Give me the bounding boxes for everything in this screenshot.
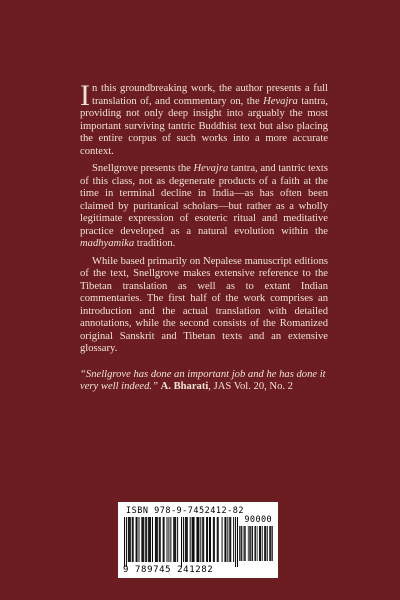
barcode-bar xyxy=(136,517,137,562)
blurb-text xyxy=(80,79,328,394)
barcode-bar xyxy=(196,517,197,562)
barcode-bar xyxy=(209,517,210,562)
barcode-bar xyxy=(207,517,208,562)
drop-cap: I xyxy=(80,79,90,112)
barcode-bar xyxy=(193,517,194,562)
barcode-bar xyxy=(164,517,165,562)
barcode-bar xyxy=(248,526,249,561)
barcode-bar xyxy=(150,517,151,562)
barcode-bar xyxy=(230,517,231,562)
blurb-paragraph-3: While based primarily on Nepalese manuscript editions of the text, Snellgrove makes extensive reference to the Tibetan translation as well as to extant Indian commentaries. The first half of the work comprises an introduction and the actual translation with detailed annotations, while the second consists of the Romanized original Sanskrit and Tibetan texts and an extensive glossary. xyxy=(80,255,328,354)
barcode-bar xyxy=(267,526,268,561)
price-addon-digits: 90000 xyxy=(244,515,272,525)
barcode-bar xyxy=(214,517,215,562)
blurb-text-run: tradition. xyxy=(134,238,176,249)
barcode-bar xyxy=(159,517,160,562)
barcode-bar xyxy=(197,517,198,562)
barcode-bar xyxy=(173,517,174,562)
barcode-bar xyxy=(244,526,245,561)
barcode-bar xyxy=(146,517,147,562)
barcode-bar xyxy=(241,526,242,561)
barcode-bar xyxy=(181,517,182,567)
title-italic: Hevajra xyxy=(263,95,298,107)
barcode-bar xyxy=(235,517,236,567)
barcode-bar xyxy=(259,526,260,561)
barcode-bar xyxy=(266,526,267,561)
review-quote xyxy=(80,369,328,394)
barcode-bar xyxy=(168,517,169,562)
barcode-bar xyxy=(255,526,256,561)
barcode-bar xyxy=(243,526,244,561)
blurb-paragraph-2 xyxy=(80,163,328,251)
barcode-bar xyxy=(239,526,240,561)
barcode-bar xyxy=(213,517,214,562)
barcode-bar xyxy=(210,517,211,562)
barcode-bar xyxy=(203,517,204,562)
barcode-bar xyxy=(270,526,271,561)
barcode-bar xyxy=(269,526,270,561)
ean-digits: 9 789745 241282 xyxy=(123,565,214,575)
quote-text: “Snellgrove has done an important job and he has done it very well indeed.” xyxy=(80,368,326,392)
quote-source: , JAS Vol. 20, No. 2 xyxy=(208,381,293,392)
barcode-bar xyxy=(129,517,130,562)
barcode-bar xyxy=(160,517,161,562)
quote-author: A. Bharati xyxy=(160,381,209,392)
blurb-text-run: n this groundbreaking work, the author presents a full translation of, and commentary on, the xyxy=(92,83,328,107)
barcode-bar xyxy=(170,517,171,562)
barcode-bar xyxy=(141,517,142,562)
barcode-bar xyxy=(190,517,191,562)
barcode-bar xyxy=(200,517,201,562)
barcode-bar xyxy=(198,517,199,562)
barcode-bar xyxy=(245,526,246,561)
barcode-bar xyxy=(224,517,225,562)
barcode-bar xyxy=(142,517,143,562)
barcode-bar xyxy=(192,517,193,562)
blurb-paragraph-1 xyxy=(80,79,328,158)
barcode-bar xyxy=(218,517,219,562)
barcode-bar xyxy=(229,517,230,562)
barcode-bar xyxy=(177,517,178,562)
barcode-bar xyxy=(156,517,157,562)
barcode-bar xyxy=(233,517,234,562)
barcode-bar xyxy=(206,517,207,562)
barcode-bar xyxy=(202,517,203,562)
blurb-text-run: tantra, providing not only deep insight into arguably the most important surviving tantric Buddhist text but also placing the entire corpus of such works into a more accurate context. xyxy=(80,95,328,157)
barcode-bar xyxy=(157,517,158,562)
barcode-bar xyxy=(174,517,175,562)
barcode-bar xyxy=(225,517,226,562)
barcode-bar xyxy=(237,517,238,567)
barcode-bar xyxy=(143,517,144,562)
barcode-bar xyxy=(183,517,184,562)
barcode-bar xyxy=(133,517,134,562)
barcode-bar xyxy=(155,517,156,562)
barcode-bar xyxy=(152,517,153,562)
barcode-bar xyxy=(227,517,228,562)
blurb-text-run: Snellgrove presents the xyxy=(92,163,194,174)
barcode-bar xyxy=(124,517,125,567)
barcode-bar xyxy=(250,526,251,561)
barcode-bar xyxy=(252,526,253,561)
barcode-bar xyxy=(185,517,186,562)
barcode-bar xyxy=(271,526,272,561)
addon-barcode-bars xyxy=(239,526,273,566)
barcode-bar xyxy=(265,526,266,561)
barcode-bar xyxy=(249,526,250,561)
title-italic: Hevajra xyxy=(193,163,229,174)
barcode-bar xyxy=(167,517,168,562)
term-italic: madhyamika xyxy=(80,238,135,249)
barcode-bar xyxy=(132,517,133,562)
barcode-bar xyxy=(163,517,164,562)
barcode-bar xyxy=(187,517,188,562)
isbn-barcode xyxy=(118,502,278,578)
barcode-bar xyxy=(252,526,253,561)
barcode-bar xyxy=(126,517,127,567)
isbn-label: ISBN 978-9-7452412-82 xyxy=(126,506,244,516)
barcode-bar xyxy=(260,526,261,561)
barcode-bar xyxy=(194,517,195,562)
barcode-bar xyxy=(255,526,256,561)
barcode-bar xyxy=(262,526,263,561)
barcode-bar xyxy=(148,517,149,562)
barcode-bar xyxy=(264,526,265,561)
barcode-bar xyxy=(130,517,131,562)
barcode-bar xyxy=(217,517,218,562)
barcode-bar xyxy=(128,517,129,562)
barcode-bar xyxy=(257,526,258,561)
barcode-bar xyxy=(175,517,176,562)
ean-barcode-bars xyxy=(124,517,238,567)
barcode-bar xyxy=(137,517,138,562)
barcode-bar xyxy=(138,517,139,562)
barcode-bar xyxy=(260,526,261,561)
barcode-bar xyxy=(145,517,146,562)
barcode-bar xyxy=(149,517,150,562)
blurb-text-run: tantra, and tantric texts of this class, not as degenerate products of a faith at the time in terminal decline in India—as has often been claimed by puritanical scholars—but rather as a wholly legitimate expression of esoteric ritual and meditative practice developed as a natural evolution within the xyxy=(80,163,328,237)
barcode-bar xyxy=(222,517,223,562)
barcode-bar xyxy=(240,526,241,561)
barcode-bar xyxy=(272,526,273,561)
barcode-bar xyxy=(186,517,187,562)
